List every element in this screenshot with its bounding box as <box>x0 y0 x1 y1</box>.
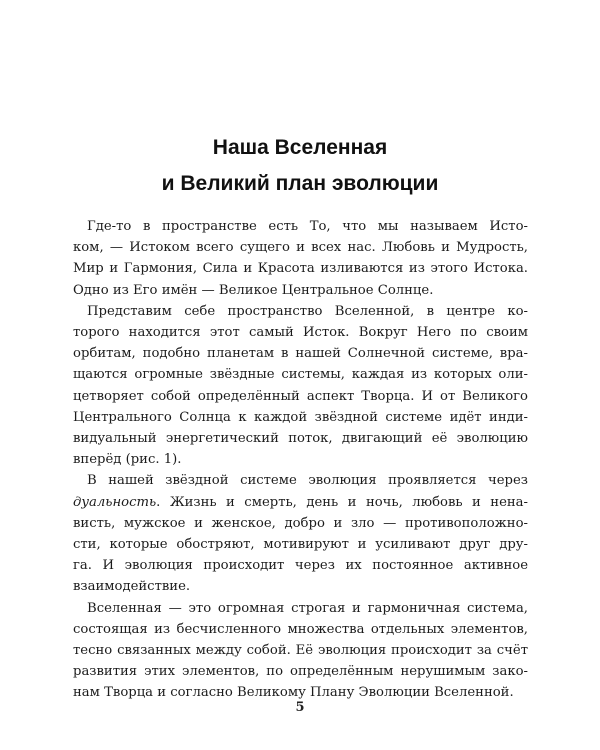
paragraph-line: Центрального Солнца к каждой звёздной системе идёт инди- <box>73 409 528 425</box>
paragraph-line: торого находится этот самый Исток. Вокруг Него по своим <box>73 325 528 341</box>
paragraph-1 <box>73 216 528 301</box>
paragraph-line: Вселенная — это огромная строгая и гармоничная система, <box>87 600 528 616</box>
paragraph-4 <box>73 598 528 704</box>
paragraph-line: состоящая из бесчисленного множества отдельных элементов, <box>73 621 528 637</box>
paragraph-line: Где-то в пространстве есть То, что мы называем Исто- <box>87 219 528 234</box>
paragraph-line: сти, которые обостряют, мотивируют и усиливают друг дру- <box>73 537 528 553</box>
paragraph-line: ком, — Истоком всего сущего и всех нас. Любовь и Мудрость, <box>73 240 528 256</box>
chapter-title <box>60 130 540 202</box>
paragraph-line: тесно связанных между собой. Её эволюция происходит за счёт <box>73 643 528 659</box>
paragraph-line: видуальный энергетический поток, двигающий её эволюцию <box>73 431 528 447</box>
paragraph-line: Представим себе пространство Вселенной, в центре ко- <box>87 303 528 319</box>
paragraph-3 <box>73 470 528 597</box>
paragraph-line: вперёд (рис. 1). <box>73 452 182 468</box>
paragraph-line: нам Творца и согласно Великому Плану Эволюции Вселенной. <box>73 685 514 701</box>
paragraph-line: В нашей звёздной системе эволюция проявляется через <box>87 473 528 489</box>
paragraph-2 <box>73 301 528 471</box>
paragraph-line: га. И эволюция происходит через их постоянное активное <box>73 558 528 574</box>
paragraph-line: Одно из Его имён — Великое Центральное Солнце. <box>73 282 434 298</box>
paragraph-line: Мир и Гармония, Сила и Красота изливаются из этого Истока. <box>73 261 528 277</box>
paragraph-line-rest: . Жизнь и смерть, день и ночь, любовь и нена- <box>156 494 528 510</box>
paragraph-line-with-emphasis <box>73 492 528 513</box>
emphasis-word: дуальность <box>73 494 157 510</box>
paragraph-line: щаются огромные звёздные системы, каждая из которых оли- <box>73 367 528 383</box>
page-number: 5 <box>295 700 305 715</box>
paragraph-line: орбитам, подобно планетам в нашей Солнечной системе, вра- <box>73 346 528 362</box>
chapter-title-line-1: Наша Вселенная <box>212 136 388 159</box>
paragraph-line: цетворяет собой определённый аспект Творца. И от Великого <box>73 388 528 404</box>
chapter-title-line-2: и Великий план эволюции <box>161 172 439 195</box>
paragraph-line: взаимодействие. <box>73 579 191 595</box>
paragraph-line: висть, мужское и женское, добро и зло — противоположно- <box>73 515 528 531</box>
paragraph-line: развития этих элементов, по определённым нерушимым зако- <box>73 664 528 680</box>
body-text <box>73 216 528 704</box>
